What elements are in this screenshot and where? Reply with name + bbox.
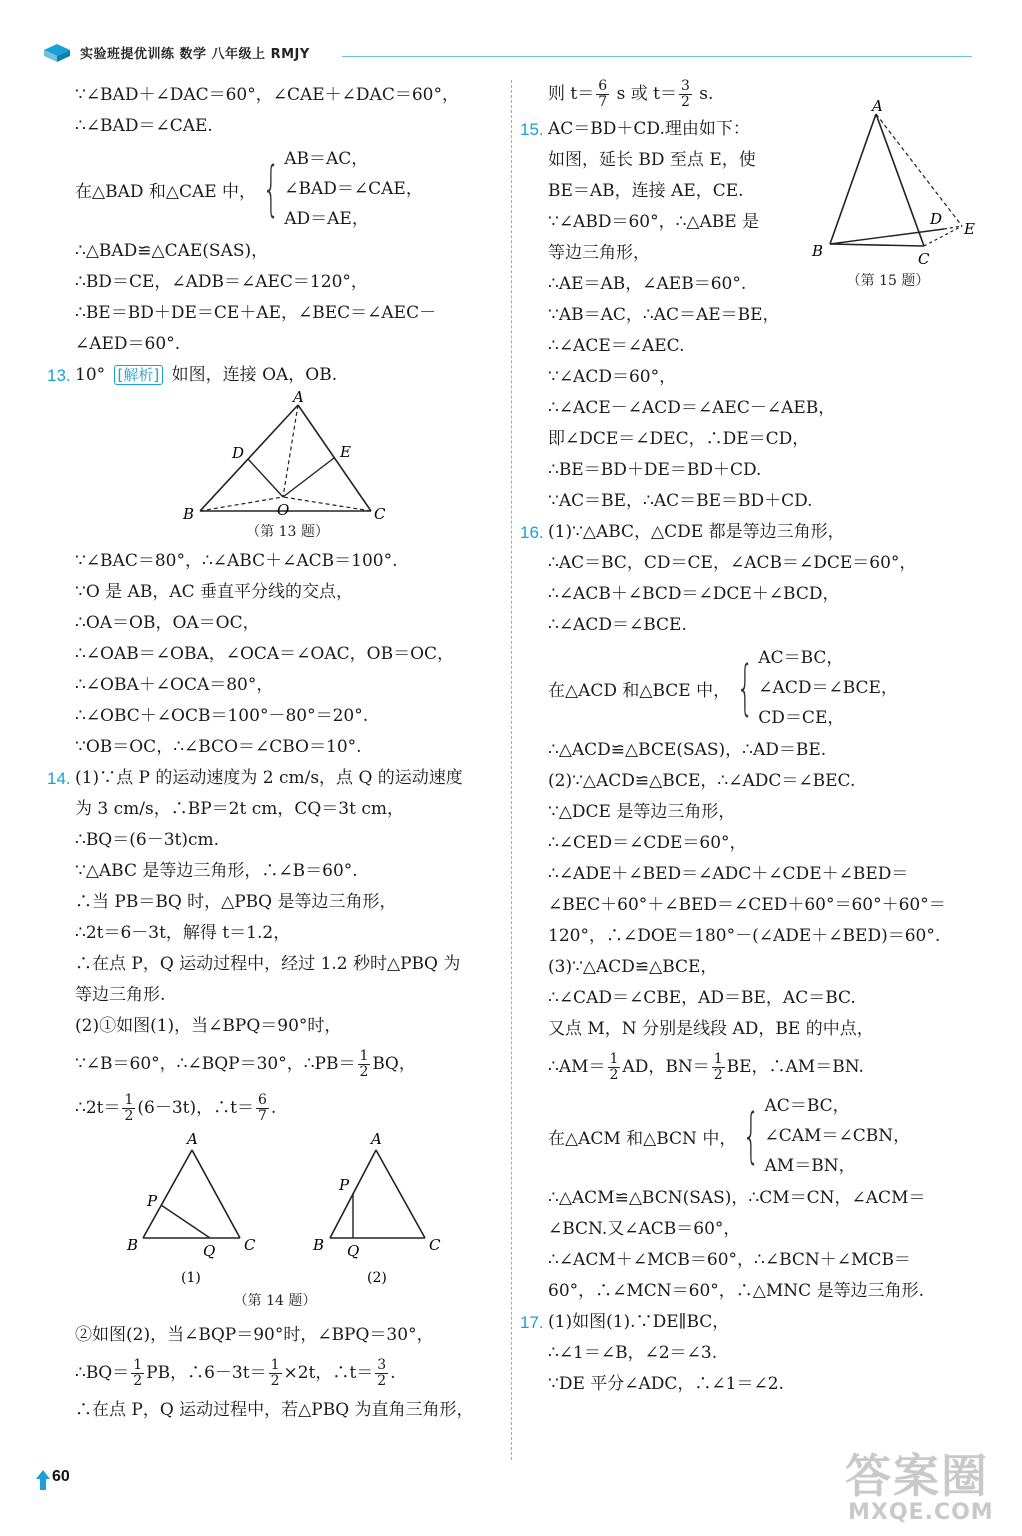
question-number: 13. [47,366,71,385]
question-13-header [47,360,500,391]
fraction [375,1358,388,1389]
formula-part: AD，BN＝ [622,1057,710,1077]
point-label: P [339,1176,350,1194]
text-line: ∴BD＝CE，∠ADB＝∠AEC＝120°， [75,272,368,292]
fraction [256,1093,269,1124]
formula-part: . [390,1363,396,1383]
question-number: 16. [520,523,544,542]
brace-icon: { [742,1101,761,1171]
text-line: ∴OA＝OB，OA＝OC， [75,613,260,633]
brace-icon: { [736,653,754,723]
formula-part: s 或 t＝ [611,84,677,104]
text-line: ∵∠ABD＝60°，∴△ABE 是 [548,212,760,232]
point-label: D [232,444,245,462]
numerator: 6 [257,1092,267,1108]
denominator: 2 [270,1373,280,1389]
numerator: 1 [133,1357,143,1373]
formula-part: PB，∴6－3t＝ [146,1363,267,1383]
point-label: C [374,505,386,523]
system-intro: 在△ACD 和△BCE 中， [548,680,731,701]
question-14-line [47,763,500,794]
point-label: B [183,505,195,523]
point-label: C [429,1236,441,1254]
question-number: 15. [520,120,544,139]
system-line: ∠ACD＝∠BCE， [758,678,898,698]
text-line: ∴∠OBA＋∠OCA＝80°， [75,675,274,695]
system-line: CD＝CE， [758,708,845,728]
text-line: ∴AE＝AB，∠AEB＝60°. [548,274,747,294]
up-arrow-icon [36,1470,50,1490]
text-line: ∴∠OAB＝∠OBA，∠OCA＝∠OAC，OB＝OC， [75,644,455,664]
text-line: ②如图(2)，当∠BQP＝90°时，∠BPQ＝30°， [75,1325,434,1345]
text-line: ∴∠CAD＝∠CBE，AD＝BE，AC＝BC. [548,988,856,1008]
text-line: ∴△ACM≌△BCN(SAS)，∴CM＝CN，∠ACM＝ [548,1188,926,1208]
text-line: 60°，∴∠MCN＝60°，∴△MNC 是等边三角形. [548,1281,924,1301]
text-line: ∠BEC＋60°＋∠BED＝∠CED＋60°＝60°＋60°＝ [548,895,946,915]
figure-13 [75,391,500,546]
denominator: 2 [133,1373,143,1389]
text-line: 如图，延长 BD 至点 E，使 [548,150,756,170]
text-line: ∠BCN.又∠ACB＝60°， [548,1219,741,1239]
formula-line [75,1042,500,1086]
point-label: Q [347,1242,360,1260]
text-line: ∵△ABC 是等边三角形，∴∠B＝60°. [75,861,358,881]
question-15-block [520,98,988,300]
text-line: ∵AB＝AC，∴AC＝AE＝BE， [548,305,780,325]
system-line: ∠CAM＝∠CBN， [764,1126,911,1146]
point-label: B [313,1236,325,1254]
point-label: E [964,220,975,238]
page-header [32,40,972,68]
fraction [679,79,692,110]
figure-14 [75,1130,500,1320]
denominator: 7 [598,94,608,110]
text-line: 等边三角形. [75,985,166,1005]
text-line: ∵∠ACD＝60°， [548,367,677,387]
fraction [596,79,609,110]
text-line: ∠AED＝60°. [75,334,181,354]
formula-part: 则 t＝ [548,84,595,104]
formula-part: BQ， [372,1054,416,1074]
point-label: Q [203,1242,216,1260]
text-line: ∴∠OBC＋∠OCB＝100°－80°＝20°. [75,706,369,726]
text-line: AC＝BD＋CD.理由如下： [548,119,750,139]
text-line: (1)∵点 P 的运动速度为 2 cm/s，点 Q 的运动速度 [75,768,463,788]
denominator: 2 [713,1067,723,1083]
formula-line [548,1045,988,1089]
book-logo-icon [42,42,72,64]
text-line: 为 3 cm/s，∴BP＝2t cm，CQ＝3t cm， [75,799,404,819]
text-line: ∴BQ＝(6－3t)cm. [75,830,220,850]
figure-caption: （第 14 题） [233,1293,317,1309]
text-line: ∴△BAD≌△CAE(SAS)， [75,241,269,261]
text-line: ∴∠ACB＋∠BCD＝∠DCE＋∠BCD， [548,584,840,604]
formula-part: ∵∠B＝60°，∴∠BQP＝30°，∴PB＝ [75,1054,356,1074]
text-line: 120°，∴∠DOE＝180°－(∠ADE＋∠BED)＝60°. [548,926,941,946]
point-label: O [277,501,290,519]
text-line: ∵△DCE 是等边三角形， [548,802,736,822]
text-line: ∵OB＝OC，∴∠BCO＝∠CBO＝10°. [75,737,362,757]
system-intro: 在△BAD 和△CAE 中， [75,181,257,202]
fraction [608,1052,621,1083]
point-label: A [187,1130,198,1148]
formula-line [75,1351,500,1395]
watermark-url: MXQE.COM [848,1500,994,1525]
numerator: 1 [713,1051,723,1067]
text-line: ∵∠BAC＝80°，∴∠ABC＋∠ACB＝100°. [75,551,398,571]
text-line: ∵O 是 AB，AC 垂直平分线的交点， [75,582,354,602]
figure-15 [808,98,988,288]
formula-part: . [270,1098,277,1118]
formula-part: s. [693,84,714,104]
subfigure-label: (2) [367,1270,387,1286]
point-label: C [244,1236,256,1254]
text-line: 又点 M，N 分别是线段 AD，BE 的中点， [548,1019,874,1039]
text-line: (2)①如图(1)，当∠BPQ＝90°时， [75,1016,342,1036]
text-line: BE＝AB，连接 AE，CE. [548,181,744,201]
point-label: A [371,1130,382,1148]
fraction [712,1052,725,1083]
text-line: ∵∠BAD＋∠DAC＝60°，∠CAE＋∠DAC＝60°， [75,85,459,105]
fraction [131,1358,144,1389]
numerator: 1 [270,1357,280,1373]
system-line: AD＝AE， [284,209,369,229]
point-label: B [812,242,824,260]
header-rule [342,56,972,57]
analysis-tag: [解析] [114,365,164,385]
point-label: P [147,1192,158,1210]
system-intro: 在△ACM 和△BCN 中， [548,1128,737,1149]
denominator: 2 [609,1067,619,1083]
header-title: 实验班提优训练 数学 八年级上 RMJY [80,47,310,62]
text-line: ∴2t＝6－3t，解得 t＝1.2， [75,923,291,943]
system-line: AM＝BN， [764,1156,856,1176]
denominator: 2 [680,94,690,110]
fraction [269,1358,282,1389]
system-line: AC＝BC， [764,1096,850,1116]
denominator: 2 [359,1064,369,1080]
formula-part: (6－3t)，∴t＝ [137,1098,254,1118]
question-number: 14. [47,769,71,788]
answer-value: 10° [75,365,106,385]
fraction [122,1093,135,1124]
figure-15-diagram [808,98,988,268]
point-label: B [127,1236,139,1254]
point-label: E [340,443,351,461]
text-line: ∴∠ADE＋∠BED＝∠ADC＋∠CDE＋∠BED＝ [548,864,909,884]
equation-system [548,643,988,733]
watermark-logo: 答案圈 [845,1449,989,1503]
page-number: 60 [52,1468,70,1485]
text-line: ∴在点 P，Q 运动过程中，若△PBQ 为直角三角形， [75,1400,474,1420]
right-column [520,78,988,1400]
numerator: 6 [598,78,608,94]
system-line: AC＝BC， [758,648,844,668]
question-number: 17. [520,1313,544,1332]
subfigure-label: (1) [181,1270,201,1286]
formula-part: ×2t，∴t＝ [283,1363,374,1383]
denominator: 2 [377,1373,387,1389]
numerator: 3 [377,1357,387,1373]
system-line: AB＝AC， [284,149,369,169]
point-label: A [872,98,883,115]
formula-part: ∴BQ＝ [75,1363,130,1383]
text-line: ∴∠ACM＋∠MCB＝60°，∴∠BCN＋∠MCB＝ [548,1250,911,1270]
text-line: ∴BE＝BD＋DE＝BD＋CD. [548,460,762,480]
text-line: 即∠DCE＝∠DEC，∴DE＝CD， [548,429,810,449]
text-line: ∴BE＝BD＋DE＝CE＋AE，∠BEC＝∠AEC－ [75,303,437,323]
text-line: 等边三角形， [548,243,650,263]
numerator: 1 [359,1048,369,1064]
formula-part: ∴2t＝ [75,1098,121,1118]
text-line: ∴∠ACE＝∠AEC. [548,336,685,356]
text-line: ∵AC＝BE，∴AC＝BE＝BD＋CD. [548,491,813,511]
text-line: ∴在点 P，Q 运动过程中，经过 1.2 秒时△PBQ 为 [75,954,461,974]
text-line: (1)如图(1).∵DE∥BC， [548,1312,730,1332]
fraction [358,1049,371,1080]
text-line: ∴当 PB＝BQ 时，△PBQ 是等边三角形， [75,892,397,912]
left-column [47,80,500,1426]
text-line: ∴∠ACD＝∠BCE. [548,615,687,635]
denominator: 2 [124,1108,134,1124]
point-label: A [293,391,304,406]
question-16-line [520,517,988,548]
text-line: ∴∠CED＝∠CDE＝60°， [548,833,747,853]
brace-icon: { [262,154,280,224]
formula-part: ∴AM＝ [548,1057,606,1077]
point-label: C [918,250,930,268]
denominator: 7 [257,1108,267,1124]
numerator: 1 [609,1051,619,1067]
text-line: (1)∵△ABC，△CDE 都是等边三角形， [548,522,845,542]
text-line: (3)∵△ACD≌△BCE， [548,957,718,977]
page-number-badge [40,1468,86,1490]
figure-caption: （第 13 题） [246,524,329,540]
formula-part: BE，∴AM＝BN. [726,1057,864,1077]
question-17-line [520,1307,988,1338]
text-line: ∴∠BAD＝∠CAE. [75,116,213,136]
figure-13-diagram [75,391,500,523]
text-line: ∴∠ACE－∠ACD＝∠AEC－∠AEB， [548,398,836,418]
analysis-text: 如图，连接 OA，OB. [171,365,338,385]
numerator: 3 [680,78,690,94]
figure-caption: （第 15 题） [846,273,930,289]
text-line: ∴AC＝BC，CD＝CE，∠ACB＝∠DCE＝60°， [548,553,917,573]
figure-14-diagram [75,1130,500,1290]
text-line: ∴∠1＝∠B，∠2＝∠3. [548,1343,718,1363]
text-line: ∴△ACD≌△BCE(SAS)，∴AD＝BE. [548,740,827,760]
equation-system [548,1091,988,1181]
point-label: D [930,210,943,228]
column-divider [511,80,512,1460]
equation-system [75,144,500,234]
text-line: (2)∵△ACD≌△BCE，∴∠ADC＝∠BEC. [548,771,856,791]
formula-line [75,1086,500,1130]
text-line: ∵DE 平分∠ADC，∴∠1＝∠2. [548,1374,784,1394]
numerator: 1 [124,1092,134,1108]
system-line: ∠BAD＝∠CAE， [284,179,423,199]
